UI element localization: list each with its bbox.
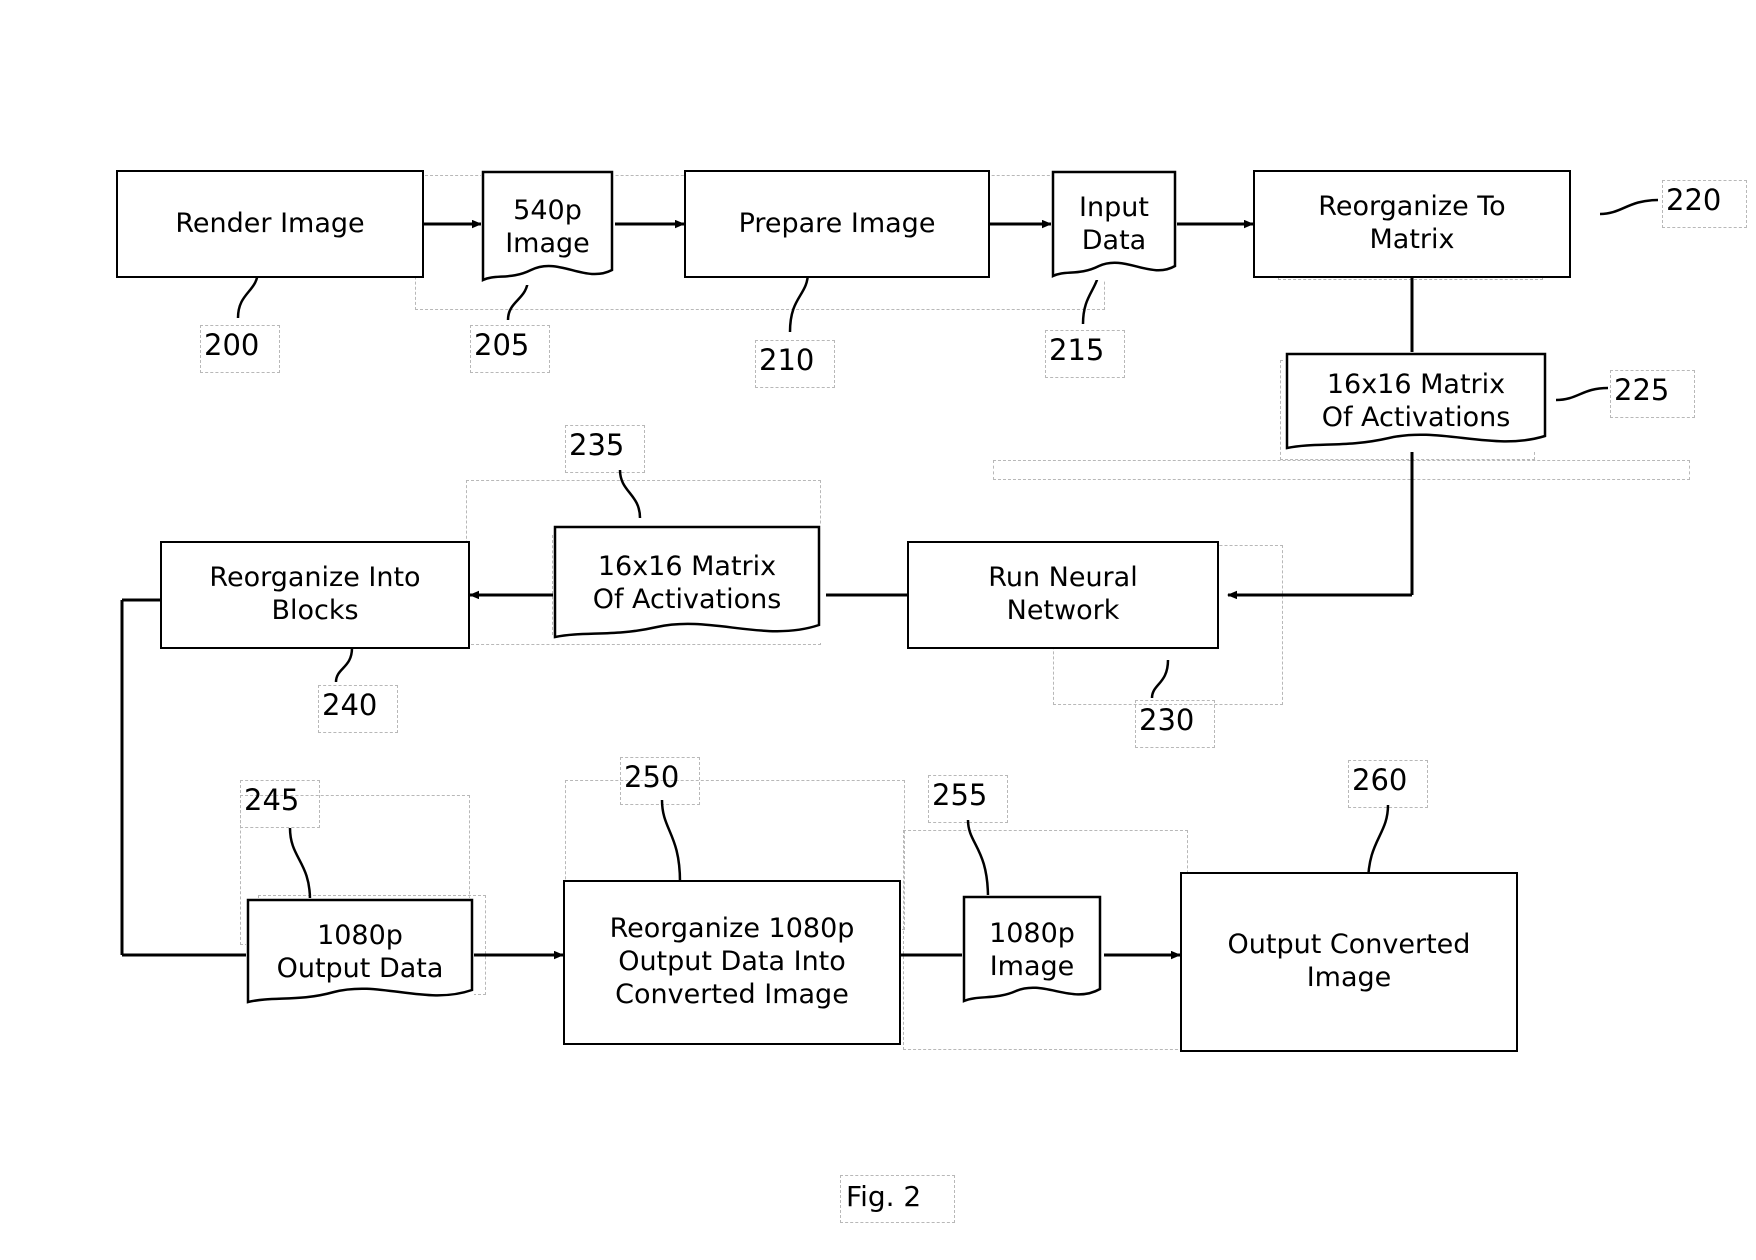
node-input-data[interactable] bbox=[1051, 170, 1177, 280]
node-reorganize-to-matrix[interactable] bbox=[1253, 170, 1571, 278]
node-label: 16x16 Matrix Of Activations bbox=[592, 551, 782, 615]
node-label: Output Converted Image bbox=[1227, 929, 1471, 993]
node-label: Prepare Image bbox=[738, 207, 936, 239]
node-label: Reorganize Into Blocks bbox=[209, 562, 421, 626]
reference-numeral-245: 245 bbox=[244, 783, 300, 817]
reference-numeral-225: 225 bbox=[1614, 373, 1670, 407]
annotation-box bbox=[993, 460, 1690, 480]
node-reorganize-into-blocks[interactable] bbox=[160, 541, 470, 649]
reference-numeral-205: 205 bbox=[474, 328, 530, 362]
node-matrix-activations-2[interactable] bbox=[553, 525, 821, 643]
reference-numeral-210: 210 bbox=[759, 343, 815, 377]
node-540p-image[interactable] bbox=[481, 170, 614, 285]
node-label: Render Image bbox=[175, 207, 365, 239]
figure-caption: Fig. 2 bbox=[846, 1180, 922, 1213]
reference-numeral-230: 230 bbox=[1139, 703, 1195, 737]
node-label: Run Neural Network bbox=[988, 562, 1138, 626]
node-render-image[interactable] bbox=[116, 170, 424, 278]
node-label: Reorganize 1080p Output Data Into Converted Image bbox=[609, 913, 855, 1010]
node-1080p-image[interactable] bbox=[962, 895, 1102, 1007]
node-matrix-activations-1[interactable] bbox=[1285, 352, 1547, 452]
node-1080p-output-data[interactable] bbox=[246, 898, 474, 1008]
reference-numeral-215: 215 bbox=[1049, 333, 1105, 367]
reference-numeral-260: 260 bbox=[1352, 763, 1408, 797]
reference-numeral-235: 235 bbox=[569, 428, 625, 462]
node-output-converted-image[interactable] bbox=[1180, 872, 1518, 1052]
reference-numeral-250: 250 bbox=[624, 760, 680, 794]
node-label: 16x16 Matrix Of Activations bbox=[1321, 369, 1511, 433]
node-prepare-image[interactable] bbox=[684, 170, 990, 278]
node-label: Reorganize To Matrix bbox=[1318, 191, 1506, 255]
reference-numeral-200: 200 bbox=[204, 328, 260, 362]
reference-numeral-220: 220 bbox=[1666, 183, 1722, 217]
node-label: 1080p Image bbox=[989, 918, 1075, 982]
node-label: 1080p Output Data bbox=[276, 920, 444, 984]
node-run-neural-network[interactable] bbox=[907, 541, 1219, 649]
reference-numeral-255: 255 bbox=[932, 778, 988, 812]
node-label: 540p Image bbox=[505, 194, 590, 259]
node-label: Input Data bbox=[1079, 192, 1149, 256]
reference-numeral-240: 240 bbox=[322, 688, 378, 722]
node-reorganize-output-into-converted-image[interactable] bbox=[563, 880, 901, 1045]
